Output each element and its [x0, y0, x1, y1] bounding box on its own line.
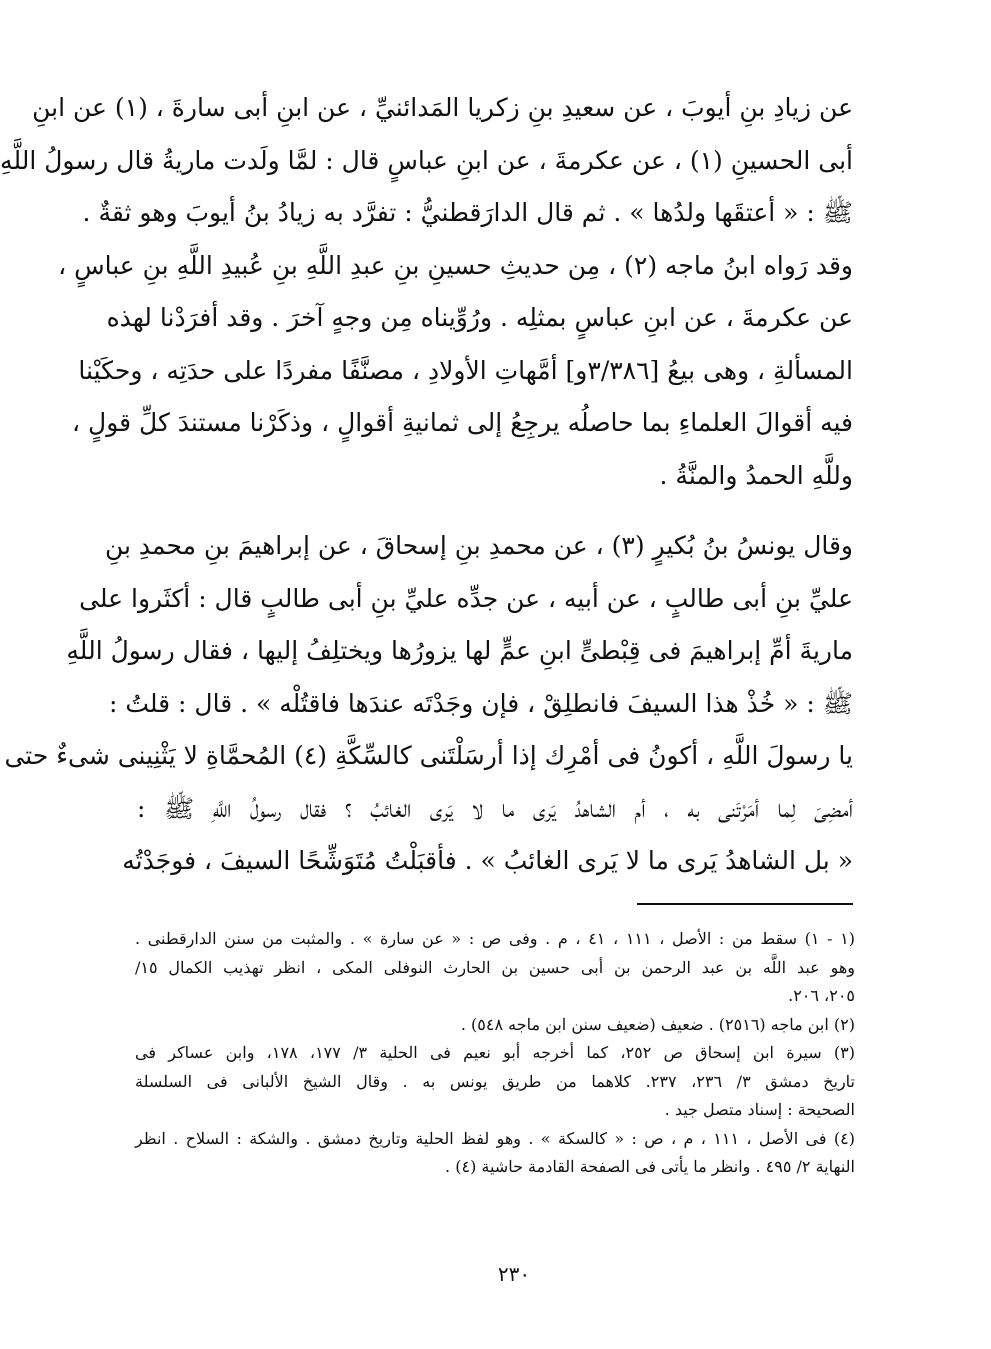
text-line: المسألةِ ، وهى بيعُ [٣/٣٨٦و] أمَّهاتِ الأولادِ ، مصنَّفًا مفردًا على حدَتِه ، وحكَيْنا [78, 355, 853, 385]
page-number: ٢٣٠ [497, 1262, 531, 1286]
footnote-line: النهاية ٢/ ٤٩٥ . وانظر ما يأتى فى الصفحة القادمة حاشية (٤) . [445, 1157, 855, 1176]
text-line: أمضِىَ لِما أمَرْتَنى به ، أم الشاهدُ يَرى ما لا يَرى الغائبُ ؟ فقال رسولُ اللَّهِ ﷺ : [137, 793, 853, 823]
footnote-line: وهو عبد اللَّه بن عبد الرحمن بن أبى حسين بن الحارث النوفلى المكى ، انظر تهذيب الكمال ١٥/ [135, 957, 856, 977]
text-line: فيه أقوالَ العلماءِ بما حاصلُه يرجِعُ إلى ثمانيةِ أقوالٍ ، وذكَرْنا مستندَ كلِّ قولٍ ، [72, 408, 853, 437]
text-line: عن زيادِ بنِ أيوبَ ، عن سعيدِ بنِ زكريا المَدائنيِّ ، عن ابنِ أبى سارةَ ، (١) عن ابنِ [32, 93, 853, 122]
text-line: ماريةَ أمِّ إبراهيمَ فى قِبْطىٍّ ابنِ عمٍّ لها يزورُها ويختلِفُ إليها ، فقال رسولُ اللَّهِ [66, 636, 853, 665]
paragraph-2 [4, 520, 853, 888]
footnote-4 [135, 1125, 855, 1182]
text-line: عليِّ بنِ أبى طالبٍ ، عن أبيه ، عن جدِّه عليِّ بنِ أبى طالبٍ قال : أكثَروا على [79, 583, 853, 613]
footnotes [135, 925, 855, 1182]
text-line: ﷺ : « أعتقَها ولدُها » . ثم قال الدارَقطنيُّ : تفرَّد به زيادُ بنُ أيوبَ وهو ثقةٌ . [82, 198, 853, 227]
footnote-1 [135, 925, 855, 1011]
footnote-line: (١ - ١) سقط من : الأصل ، ١١١ ، ٤١ ، م . وفى ص : « عن سارة » . والمثبت من سنن الدارقطنى . [135, 929, 856, 948]
footnote-2 [135, 1011, 855, 1040]
text-line: ﷺ : « خُذْ هذا السيفَ فانطلِقْ ، فإن وجَدْتَه عندَها فاقتُلْه » . قال : قلتُ : [108, 688, 853, 718]
paragraph-1 [0, 82, 853, 502]
footnote-separator [637, 903, 853, 905]
footnote-line: (٤) فى الأصل ، ١١١ ، م ، ص : « كالسكة » . وهو لفظ الحلية وتاريخ دمشق . والشكة : السلاح . انظر [135, 1128, 855, 1148]
paragraph-gap [137, 502, 853, 520]
text-line: « بل الشاهدُ يَرى ما لا يَرى الغائبُ » . فأقبَلْتُ مُتَوَشِّحًا السيفَ ، فوجَدْتُه [122, 846, 853, 875]
footnote-3 [135, 1039, 855, 1125]
footnote-line: (٣) سيرة ابن إسحاق ص ٢٥٢، كما أخرجه أبو نعيم فى الحلية ٣/ ١٧٧، ١٧٨، وابن عساكر فى [135, 1043, 856, 1062]
footnote-line: ٢٠٥، ٢٠٦. [788, 986, 855, 1005]
text-line: عن عكرمةَ ، عن ابنِ عباسٍ بمثلِه . ورُوِّيناه مِن وجهٍ آخرَ . وقد أفرَدْنا لهذه [106, 303, 853, 332]
text-line: وقال يونسُ بنُ بُكيرٍ (٣) ، عن محمدِ بنِ إسحاقَ ، عن إبراهيمَ بنِ محمدِ بنِ [104, 531, 853, 560]
text-line: وقد رَواه ابنُ ماجه (٢) ، مِن حديثِ حسينِ بنِ عبدِ اللَّهِ بنِ عُبيدِ اللَّهِ بنِ عباسٍ ، [58, 250, 853, 280]
main-text [0, 82, 853, 888]
text-line: يا رسولَ اللَّهِ ، أكونُ فى أمْرِك إذا أرسَلْتَنى كالسِّكَّةِ (٤) المُحمَّاةِ لا يَثْنِينى شىءٌ حتى [4, 741, 853, 770]
text-line: أبى الحسينِ (١) ، عن عكرمةَ ، عن ابنِ عباسٍ قال : لمَّا ولَدت ماريةُ قال رسولُ اللَّهِ [0, 145, 853, 175]
text-line: وللَّهِ الحمدُ والمنَّةُ . [659, 460, 853, 490]
footnote-line: الصحيحة : إسناد متصل جيد . [664, 1100, 855, 1119]
footnote-line: (٢) ابن ماجه (٢٥١٦) . ضعيف (ضعيف سنن ابن ماجه ٥٤٨) . [460, 1014, 855, 1034]
footnote-line: تاريخ دمشق ٣/ ٢٣٦، ٢٣٧. كلاهما من طريق يونس به . وقال الشيخ الألبانى فى السلسلة [135, 1071, 856, 1091]
